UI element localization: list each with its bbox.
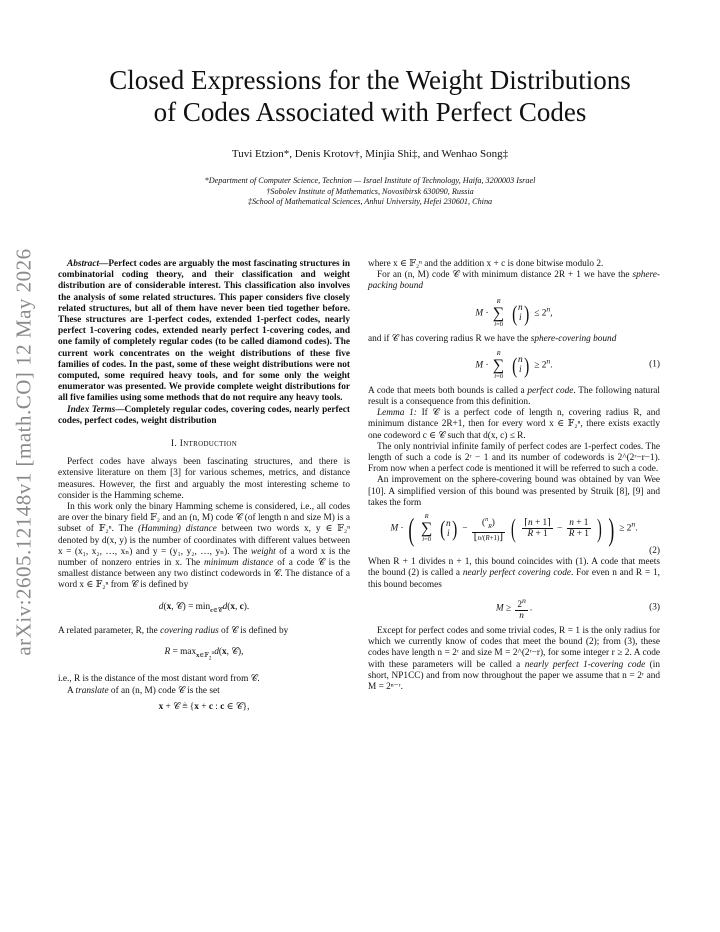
radius-explanation: i.e., R is the distance of the most distant word from 𝒞. [58, 674, 260, 685]
perfect-code-definition: A code that meets both bounds is called a perfect code. The following natural result is a consequence from this definition. [368, 385, 661, 408]
equation-1-number: (1) [649, 359, 660, 370]
equation-distance: d(x, 𝒞) = $\min_{c\in 𝒞}d(x$, c). [158, 601, 250, 614]
intro-paragraph-2: In this work only the binary Hamming scheme is considered, i.e., all codes are over the binary field 𝔽₂ and an (n, M) code 𝒞 (of length n and size M) is a subset of 𝔽₂ⁿ. The (Hamming) distance between two words x, y ∈ 𝔽₂ⁿ denoted by d(x, y) is the number of coordinates with different values between x = (x₁, x₂, …, xₙ) and y = (y₁, y₂, …, yₙ). The weight of a word x is the number of nonzero entries in x. The minimum distance of a code 𝒞 is the smallest distance between any two distinct codewords in 𝒞. The distance of a word x ∈ 𝔽₂ⁿ from 𝒞 is defined by [58, 502, 351, 591]
abstract: Abstract—Perfect codes are arguably the most fascinating structures in combinatorial coding theory, and their classification and weight distribution are of considerable interest. This classification also involves the analysis of some related structures. This paper considers five closely related structures, but all of them have never been tied together before. These structures are 1-perfect codes, extended 1-perfect codes, nearly perfect 1-covering codes, extended nearly perfect 1-covering codes, and one family of completely regular codes (to be called diamond codes). The current work concentrates on the weight distributions of these five families of codes. In the past, some of these weight distributions were not computed, some required heavy tools, and for some only the weight enumerator was presented. We provide complete weight distributions for all five families using some methods that do not require any heavy tools. [58, 259, 350, 404]
np1cc-paragraph: Except for perfect codes and some trivial codes, R = 1 is the only radius for which we currently know of codes that meet the bound (2); from (3), these codes have length n = 2ʳ and size M = 2^(2ʳ−r), for some integer r ≥ 2. A code with these parameters will be called a nearly perfect 1-covering code (in short, NP1CC) and from now throughout the paper we assume that n = 2ʳ and M = 2ⁿ⁻ʳ. [368, 625, 660, 692]
sphere-covering-paragraph: and if 𝒞 has covering radius R we have the sphere-covering bound [368, 333, 617, 344]
sphere-packing-paragraph: For an (n, M) code 𝒞 with minimum distance 2R + 1 we have the sphere-packing bound [368, 270, 660, 292]
equation-covering-radius: $R = \max_{x\in 𝔽_2^n}d(x$, 𝒞), [164, 646, 244, 662]
one-perfect-paragraph: The only nontrivial infinite family of perfect codes are 1-perfect codes. The length of such a code is 2ʳ − 1 and its number of codewords is 2^(2ʳ−r−1). From now when a perfect code is mentioned it will be referred to such a code. [368, 441, 660, 475]
equation-3-number: (3) [649, 602, 660, 613]
title-line-1: Closed Expressions for the Weight Distributions [109, 65, 631, 95]
equation-1: M · R ∑ i=0 (n $i) \ge 2^n$. (1) [475, 349, 660, 380]
affiliation-technion: *Department of Computer Science, Technion — Israel Institute of Technology, Haifa, 3200003 Israel [204, 176, 536, 185]
left-column [58, 259, 350, 718]
authors: Tuvi Etzion*, Denis Krotov†, Minjia Shi‡, and Wenhao Song‡ [231, 148, 509, 160]
equation-translate: x + 𝒞 ≜ {x + c : c ∈ 𝒞}, [158, 701, 250, 712]
translate-paragraph: A translate of an (n, M) code 𝒞 is the set [67, 685, 220, 696]
paper-title [60, 64, 680, 128]
right-column [368, 259, 660, 693]
arxiv-identifier: arXiv:2605.12148v1 [math.CO] 12 May 2026 [11, 248, 36, 656]
intro-paragraph-1: Perfect codes have always been fascinating structures, and there is extensive literature on them [3] for various schemes, metrics, and distance measures. However, the first and arguably the most interesting scheme to consider is the Hamming scheme. [58, 457, 350, 501]
affiliation-sobolev: †Sobolev Institute of Mathematics, Novosibirsk 630090, Russia [266, 186, 474, 196]
affiliations [60, 176, 680, 208]
addition-sentence: where x ∈ 𝔽₂ⁿ and the addition x + c is done bitwise modulo 2. [368, 259, 604, 269]
lemma-1: Lemma 1: If 𝒞 is a perfect code of length n, covering radius R, and minimum distance 2R+1, then for every word x ∈ 𝔽₂ⁿ, there exists exactly one codeword c ∈ 𝒞 such that d(x, c) ≤ R. [368, 408, 660, 441]
affiliation-anhui: ‡School of Mathematical Sciences, Anhui University, Hefei 230601, China [247, 197, 493, 207]
title-line-2: of Codes Associated with Perfect Codes [153, 97, 587, 127]
equation-3: M ≥ $\frac{2^n}{n}$ . (3) [495, 595, 660, 621]
equation-2-number: (2) [649, 546, 660, 557]
index-terms: Index Terms—Completely regular codes, covering codes, nearly perfect codes, perfect codes, weight distribution [58, 404, 350, 426]
section-heading-introduction: I. Introduction [170, 439, 238, 450]
equation-2: M · ( R ∑ i=0 (n i) − $\frac{(^n_R)}{⌊n/(R+1)⌋}$ ( $\frac{⌈n + 1⌉}{R + 1}$ − $\frac{n + 1}{R + 1}$ ) ) ≥ $2^n$. [390, 510, 638, 547]
nearly-perfect-paragraph: When R + 1 divides n + 1, this bound coincides with (1). A code that meets the bound (2) is called a nearly perfect covering code. For even n and R = 1, this bound becomes [368, 557, 660, 590]
covering-radius-paragraph: A related parameter, R, the covering radius of 𝒞 is defined by [58, 625, 289, 636]
equation-sphere-packing: M · R ∑ i=0 (n $i) \le 2^n$, [475, 297, 553, 328]
van-wee-paragraph: An improvement on the sphere-covering bound was obtained by van Wee [10]. A simplified version of this bound was presented by Struik [8], [9] and takes the form [368, 475, 660, 508]
